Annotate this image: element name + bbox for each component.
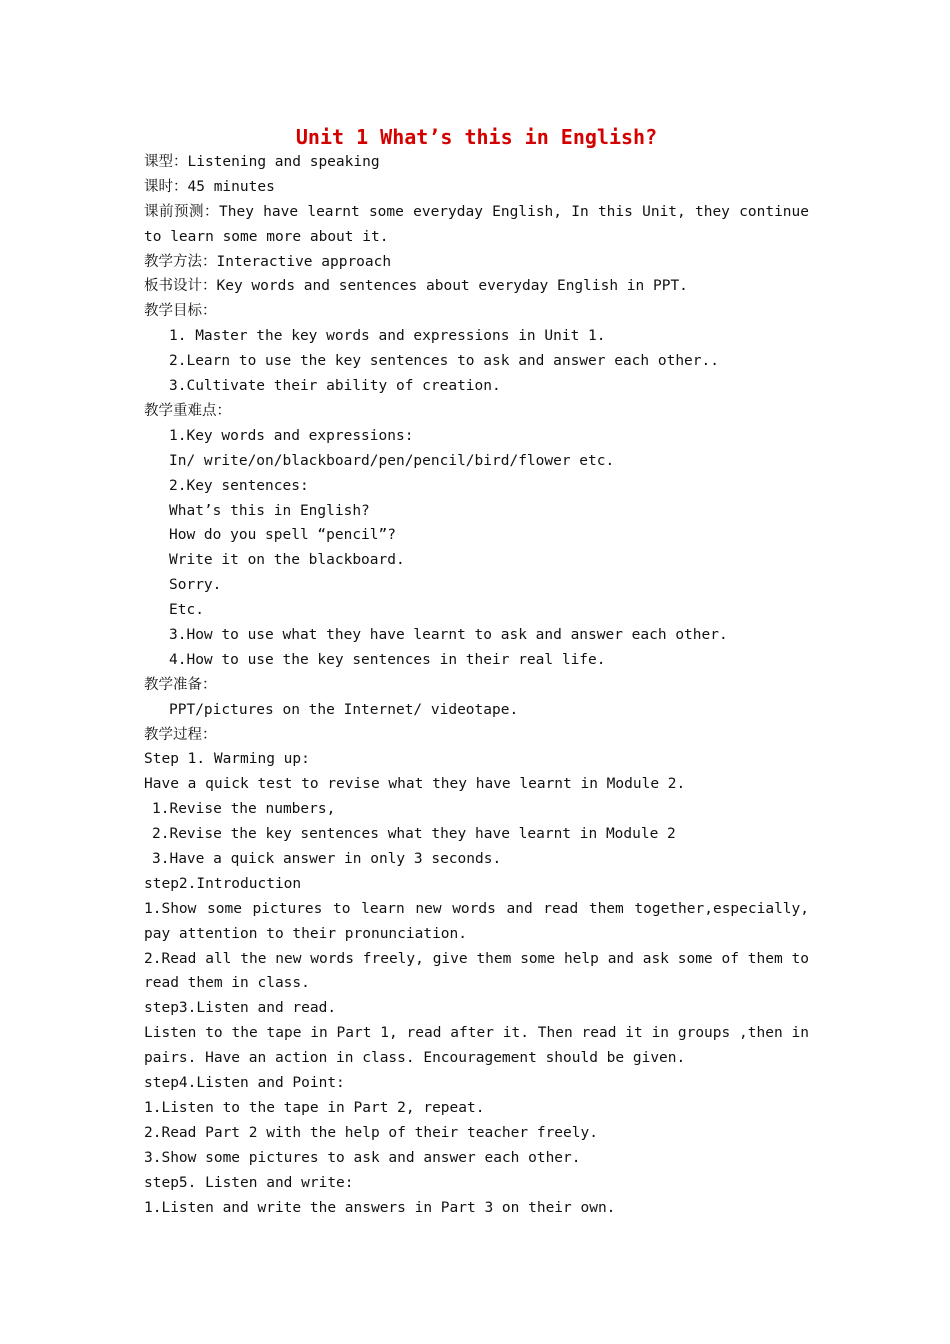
step3-heading: step3.Listen and read. <box>144 1000 337 1017</box>
step2-item: 1.Show some pictures to learn new words and read them together,especially, pay attention to their pronunciation. <box>144 900 809 942</box>
process-heading: 教学过程： <box>144 726 217 743</box>
lesson-preview: 课前预测：They have learnt some everyday English, In this Unit, they continue to learn some more about it. <box>144 203 809 245</box>
objective-item: 1. Master the key words and expressions in Unit 1. <box>169 328 606 345</box>
key-point-item: Write it on the blackboard. <box>169 552 405 569</box>
step5-item: 1.Listen and write the answers in Part 3 on their own. <box>144 1199 616 1216</box>
key-point-item: What’s this in English? <box>169 502 370 519</box>
lesson-duration: 课时：45 minutes <box>144 178 275 195</box>
key-point-item: Etc. <box>169 602 204 619</box>
step1-item: 1.Revise the numbers, <box>152 801 336 818</box>
objectives-heading: 教学目标： <box>144 303 217 320</box>
board-design: 板书设计：Key words and sentences about everyday English in PPT. <box>144 278 688 295</box>
objective-item: 3.Cultivate their ability of creation. <box>169 378 501 395</box>
step2-item: 2.Read all the new words freely, give them some help and ask some of them to read them in class. <box>144 950 809 992</box>
teaching-method: 教学方法：Interactive approach <box>144 253 392 270</box>
preparation-text: PPT/pictures on the Internet/ videotape. <box>169 701 519 718</box>
step4-item: 1.Listen to the tape in Part 2, repeat. <box>144 1099 485 1116</box>
document-title: Unit 1 What’s this in English? <box>295 125 658 149</box>
key-points-heading: 教学重难点： <box>144 402 231 419</box>
step1-heading: Step 1. Warming up: <box>144 751 310 768</box>
document-page <box>144 122 809 1220</box>
step5-heading: step5. Listen and write: <box>144 1174 354 1191</box>
step1-item: 2.Revise the key sentences what they have learnt in Module 2 <box>152 826 676 843</box>
key-point-item: Sorry. <box>169 577 222 594</box>
preparation-heading: 教学准备： <box>144 676 217 693</box>
key-point-item: 1.Key words and expressions: <box>169 427 414 444</box>
objective-item: 2.Learn to use the key sentences to ask and answer each other.. <box>169 353 719 370</box>
key-point-item: 2.Key sentences: <box>169 477 309 494</box>
key-point-item: In/ write/on/blackboard/pen/pencil/bird/flower etc. <box>169 452 615 469</box>
step1-item: 3.Have a quick answer in only 3 seconds. <box>152 850 502 867</box>
step4-item: 2.Read Part 2 with the help of their teacher freely. <box>144 1124 598 1141</box>
step2-heading: step2.Introduction <box>144 875 302 892</box>
step4-item: 3.Show some pictures to ask and answer each other. <box>144 1149 581 1166</box>
key-point-item: How do you spell “pencil”? <box>169 527 396 544</box>
step1-intro: Have a quick test to revise what they have learnt in Module 2. <box>144 776 686 793</box>
key-point-item: 4.How to use the key sentences in their real life. <box>169 651 606 668</box>
step4-heading: step4.Listen and Point: <box>144 1075 345 1092</box>
lesson-type: 课型：Listening and speaking <box>144 154 380 170</box>
step3-text: Listen to the tape in Part 1, read after it. Then read it in groups ,then in pairs. Have an action in class. Encouragement should be given. <box>144 1025 809 1067</box>
key-point-item: 3.How to use what they have learnt to ask and answer each other. <box>169 626 728 643</box>
